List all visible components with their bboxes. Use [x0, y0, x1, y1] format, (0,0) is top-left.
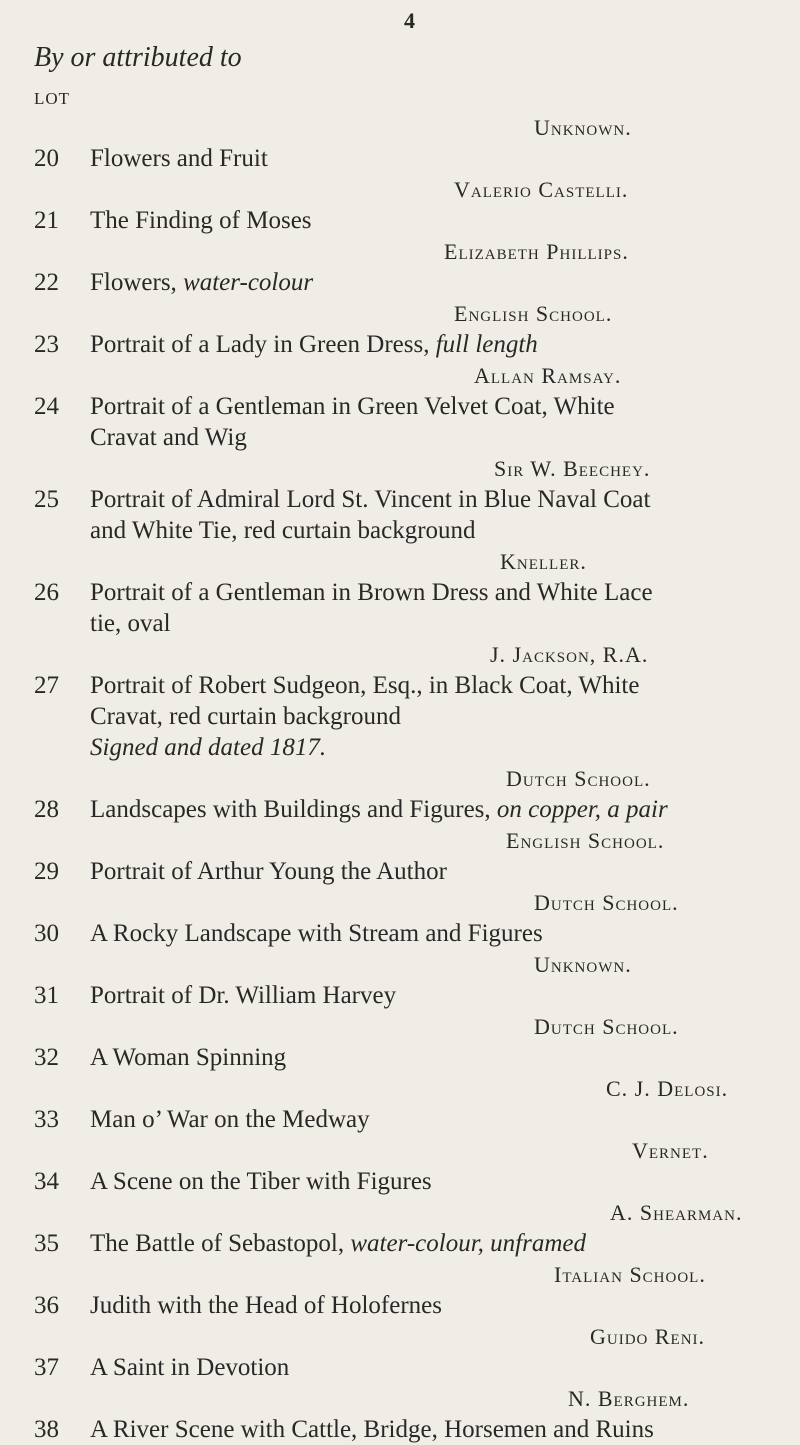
page-header: By or attributed to: [34, 42, 242, 73]
lot-number: 23: [34, 331, 59, 358]
lot-title-text: A River Scene with Cattle, Bridge, Horsemen and Ruins: [90, 1416, 654, 1443]
artist-attribution: Guido Reni.: [590, 1324, 706, 1349]
lot-title-continuation: Signed and dated 1817.: [90, 734, 327, 761]
lot-title: [90, 577, 794, 608]
lot-entry: [34, 856, 794, 887]
artist-attribution: Sir W. Beechey.: [494, 456, 651, 481]
lot-title: [90, 329, 794, 360]
artist-attribution: English School.: [454, 301, 613, 326]
artist-attribution: Allan Ramsay.: [474, 363, 622, 388]
lot-number: 38: [34, 1416, 59, 1443]
lot-entry: [34, 918, 794, 949]
lot-title-text: A Rocky Landscape with Stream and Figures: [90, 920, 543, 947]
lot-title: [90, 1414, 794, 1445]
artist-attribution: Elizabeth Phillips.: [444, 239, 629, 264]
lot-number: 33: [34, 1106, 59, 1133]
artist-attribution: Kneller.: [500, 549, 587, 574]
lot-entry: [34, 1228, 794, 1259]
catalogue-entries: [34, 112, 794, 1445]
lot-title: [90, 391, 794, 422]
lot-title-text: A Saint in Devotion: [90, 1354, 290, 1381]
lot-title: [90, 1104, 794, 1135]
page-number: 4: [404, 8, 415, 33]
artist-attribution: C. J. Delosi.: [606, 1076, 729, 1101]
lot-number: 36: [34, 1292, 59, 1319]
lot-number: 31: [34, 982, 59, 1009]
lot-entry: [34, 143, 794, 174]
lot-title: [90, 1166, 794, 1197]
lot-number: 34: [34, 1168, 59, 1195]
artist-attribution: Dutch School.: [534, 890, 679, 915]
lot-number: 32: [34, 1044, 59, 1071]
lot-title: [90, 143, 794, 174]
lot-number: 35: [34, 1230, 59, 1257]
lot-title: [90, 794, 794, 825]
lot-title-text: Portrait of Dr. William Harvey: [90, 982, 397, 1009]
lot-title-text: A Woman Spinning: [90, 1044, 287, 1071]
lot-number: 26: [34, 579, 59, 606]
artist-attribution: N. Berghem.: [568, 1386, 690, 1411]
lot-entry: [34, 1414, 794, 1445]
lot-title-text: Judith with the Head of Holofernes: [90, 1292, 443, 1319]
lot-title-text: The Battle of Sebastopol,: [90, 1230, 351, 1257]
artist-attribution: Italian School.: [554, 1262, 706, 1287]
lot-entry: [34, 329, 794, 360]
lot-title: [90, 1228, 794, 1259]
lot-medium-note: on copper, a pair: [496, 796, 668, 823]
lot-entry: [34, 205, 794, 236]
lot-title: [90, 484, 794, 515]
lot-number: 28: [34, 796, 59, 823]
lot-column-heading: LOT: [34, 89, 71, 108]
lot-title-text: Portrait of Robert Sudgeon, Esq., in Black Coat, White: [90, 672, 640, 699]
lot-title: [90, 1290, 794, 1321]
lot-title-continuation: Cravat and Wig: [90, 424, 247, 451]
lot-title-text: Portrait of a Lady in Green Dress,: [90, 331, 436, 358]
lot-number: 22: [34, 269, 59, 296]
lot-entry: [34, 1042, 794, 1073]
lot-medium-note: water-colour, unframed: [350, 1230, 586, 1257]
lot-entry: [34, 1290, 794, 1321]
lot-title: [90, 205, 794, 236]
lot-number: 24: [34, 393, 59, 420]
lot-title-text: Portrait of Admiral Lord St. Vincent in Blue Naval Coat: [90, 486, 651, 513]
lot-entry: [34, 1352, 794, 1383]
lot-entry: [34, 980, 794, 1011]
lot-title: [90, 670, 794, 701]
lot-medium-note: water-colour: [183, 269, 314, 296]
lot-title: [90, 856, 794, 887]
lot-medium-note: full length: [435, 331, 538, 358]
artist-attribution: Dutch School.: [534, 1014, 679, 1039]
lot-number: 37: [34, 1354, 59, 1381]
lot-title: [90, 980, 794, 1011]
lot-number: 27: [34, 672, 59, 699]
lot-number: 20: [34, 145, 59, 172]
lot-title: [90, 1352, 794, 1383]
lot-title: [90, 918, 794, 949]
lot-title-text: Portrait of a Gentleman in Green Velvet Coat, White: [90, 393, 615, 420]
lot-title: [90, 1042, 794, 1073]
lot-title-continuation: and White Tie, red curtain background: [90, 517, 476, 544]
lot-title-continuation: tie, oval: [90, 610, 171, 637]
lot-entry: [34, 577, 794, 608]
artist-attribution: Valerio Castelli.: [454, 177, 629, 202]
lot-entry: [34, 670, 794, 701]
lot-title-text: Portrait of Arthur Young the Author: [90, 858, 447, 885]
lot-entry: [34, 267, 794, 298]
lot-title-text: Landscapes with Buildings and Figures,: [90, 796, 497, 823]
lot-title-text: The Finding of Moses: [90, 207, 312, 234]
artist-attribution: Unknown.: [534, 952, 632, 977]
artist-attribution: English School.: [506, 828, 665, 853]
lot-title: [90, 267, 794, 298]
lot-number: 25: [34, 486, 59, 513]
artist-attribution: A. Shearman.: [610, 1200, 743, 1225]
lot-number: 30: [34, 920, 59, 947]
lot-title-text: A Scene on the Tiber with Figures: [90, 1168, 432, 1195]
artist-attribution: Dutch School.: [506, 766, 651, 791]
artist-attribution: Unknown.: [534, 115, 632, 140]
lot-title-continuation: Cravat, red curtain background: [90, 703, 401, 730]
lot-entry: [34, 1104, 794, 1135]
lot-entry: [34, 1166, 794, 1197]
lot-entry: [34, 391, 794, 422]
artist-attribution: J. Jackson, R.A.: [490, 642, 649, 667]
lot-number: 29: [34, 858, 59, 885]
lot-title-text: Flowers,: [90, 269, 184, 296]
lot-entry: [34, 794, 794, 825]
lot-title-text: Flowers and Fruit: [90, 145, 268, 172]
lot-entry: [34, 484, 794, 515]
lot-title-text: Man o’ War on the Medway: [90, 1106, 370, 1133]
artist-attribution: Vernet.: [632, 1138, 709, 1163]
lot-number: 21: [34, 207, 59, 234]
lot-title-text: Portrait of a Gentleman in Brown Dress and White Lace: [90, 579, 653, 606]
